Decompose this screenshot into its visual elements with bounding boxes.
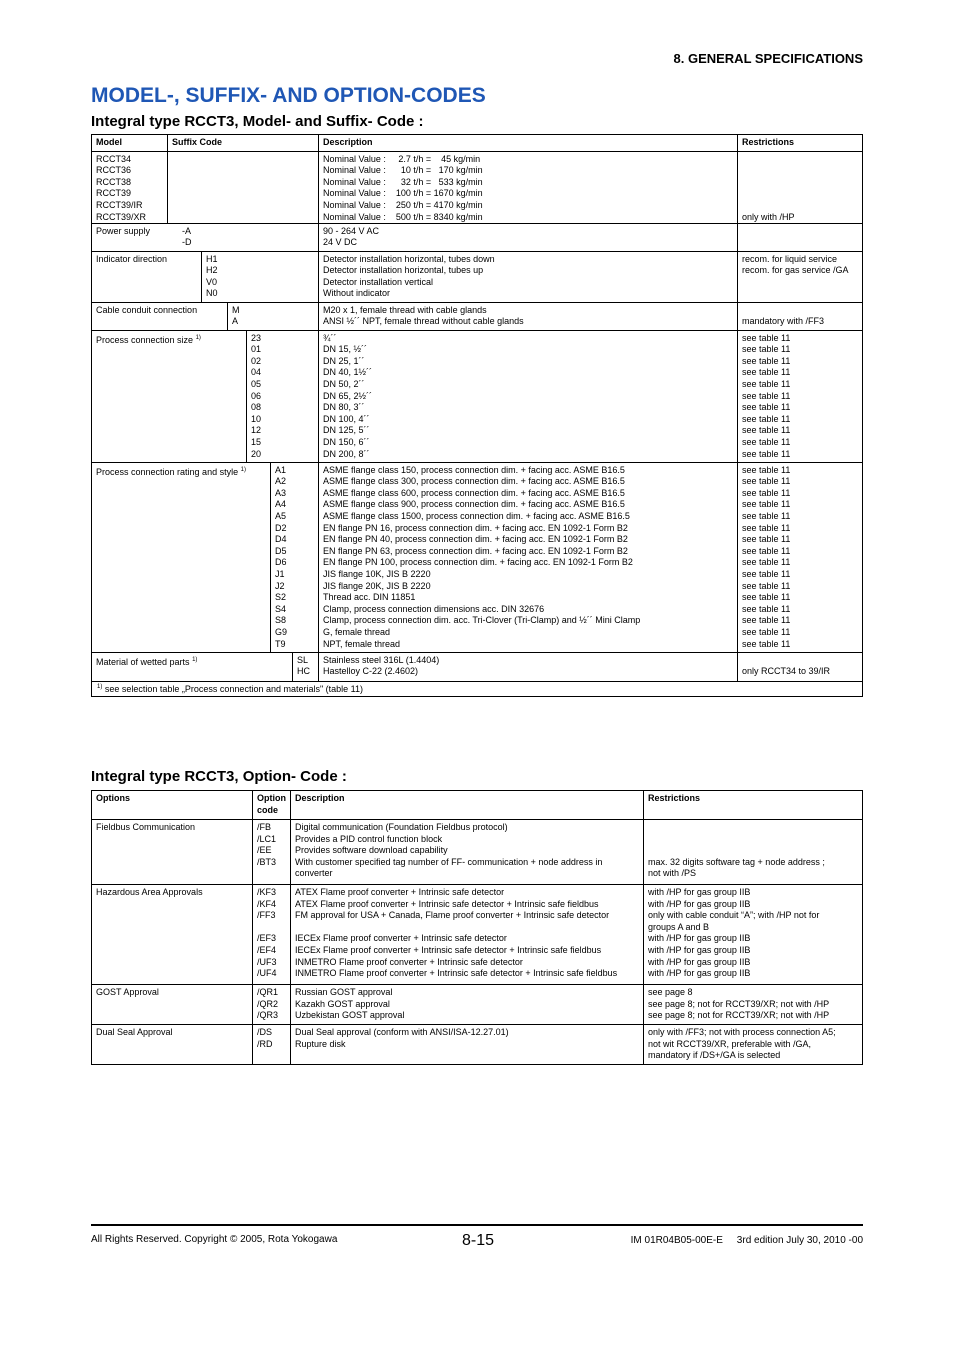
- process-size-description: ¾´´ DN 15, ½´´ DN 25, 1´´ DN 40, 1½´´ DN 50, 2´´ DN 65, 2½´´ DN 80, 3´´ DN 100, 4´´ DN 125, 5´´ DN 150, 6´´ DN 200, 8´´: [318, 331, 737, 462]
- option-code-table: [91, 790, 863, 1065]
- col-description: Description: [290, 791, 643, 819]
- material-row: [92, 652, 862, 681]
- process-rating-restrictions: see table 11 see table 11 see table 11 see table 11 see table 11 see table 11 see table 11 see table 11 see table 11 see table 11 see table 11 see table 11 see table 11 see table 11 see table 11 see table 11: [737, 463, 862, 652]
- page-number: 8-15: [462, 1232, 495, 1249]
- indicator-row: [92, 251, 862, 302]
- footer-document-id: IM 01R04B05-00E-E 3rd edition July 30, 2010 -00: [630, 1235, 863, 1246]
- footnote-mark: 1): [97, 683, 103, 690]
- indicator-description: Detector installation horizontal, tubes down Detector installation horizontal, tubes up Detector installation vertical Without indicator: [318, 252, 737, 302]
- footer-copyright: All Rights Reserved. Copyright © 2005, Rota Yokogawa: [91, 1234, 338, 1245]
- col-options: Options: [96, 793, 130, 803]
- table-header-row: [92, 135, 862, 151]
- material-restrictions: only RCCT34 to 39/IR: [737, 653, 862, 681]
- table-row: [92, 984, 862, 1024]
- material-codes: SL HC: [292, 653, 318, 681]
- col-option-code: Option code: [252, 791, 290, 819]
- option-label: Dual Seal Approval: [96, 1027, 173, 1037]
- option-description: ATEX Flame proof converter + Intrinsic safe detector ATEX Flame proof converter + Intrinsic safe detector + Intrinsic safe fieldbus FM approval for USA + Canada, Flame proof converter + Intrinsic safe detector IECEx Flame proof converter + Intrinsic safe detector IECEx Flame proof converter + Intrinsic safe detector + Intrinsic safe fieldbus INMETRO Flame proof converter + Intrinsic safe detector INMETRO Flame proof converter + Intrinsic safe detector + Intrinsic safe fieldbus: [290, 885, 643, 984]
- col-description: Description: [318, 135, 737, 151]
- model-restrictions: only with /HP: [737, 152, 862, 223]
- suffix-empty: [167, 152, 318, 223]
- footnote: [92, 682, 368, 696]
- section-header: 8. GENERAL SPECIFICATIONS: [673, 51, 863, 66]
- footnote-text: see selection table „Process connection and materials" (table 11): [104, 683, 364, 694]
- process-rating-row: [92, 462, 862, 652]
- process-rating-label-cell: [92, 463, 270, 652]
- col-suffix: Suffix Code: [167, 135, 318, 151]
- power-supply-codes: -A -D: [182, 225, 192, 248]
- cable-codes: M A: [227, 303, 318, 330]
- col-restrictions: Restrictions: [737, 135, 862, 151]
- indicator-label: Indicator direction: [96, 253, 168, 264]
- cable-row: [92, 302, 862, 330]
- process-size-codes: 23 01 02 04 05 06 08 10 12 15 20: [246, 331, 318, 462]
- cable-restrictions: mandatory with /FF3: [737, 303, 862, 330]
- option-label: Hazardous Area Approvals: [96, 887, 203, 897]
- page-title: MODEL-, SUFFIX- AND OPTION-CODES: [91, 84, 486, 107]
- option-table-heading: Integral type RCCT3, Option- Code :: [91, 768, 347, 785]
- col-model: Model: [96, 137, 122, 147]
- col-restrictions: Restrictions: [643, 791, 862, 819]
- material-label: Material of wetted parts: [96, 656, 190, 667]
- footnote-mark: 1): [240, 466, 246, 473]
- footnote-mark: 1): [195, 334, 201, 341]
- table-row: [92, 819, 862, 884]
- option-restrictions: with /HP for gas group IIB with /HP for gas group IIB only with cable conduit “A”; with /HP not for groups A and B with /HP for gas group IIB with /HP for gas group IIB with /HP for gas group IIB with /HP for gas group IIB: [643, 885, 862, 984]
- table-row: [92, 884, 862, 984]
- power-supply-row: [92, 223, 862, 251]
- process-rating-description: ASME flange class 150, process connection dim. + facing acc. ASME B16.5 ASME flange class 300, process connection dim. + facing acc. ASME B16.5 ASME flange class 600, process connection dim. + facing acc. ASME B16.5 ASME flange class 900, process connection dim. + facing acc. ASME B16.5 ASME flange class 1500, process connection dim. + facing acc. ASME B16.5 EN flange PN 16, process connection dim. + facing acc. EN 1092-1 Form B2 EN flange PN 40, process connection dim. + facing acc. EN 1092-1 Form B2 EN flange PN 63, process connection dim. + facing acc. EN 1092-1 Form B2 EN flange PN 100, process connection dim. + facing acc. EN 1092-1 Form B2 JIS flange 10K, JIS B 2220 JIS flange 20K, JIS B 2220 Thread acc. DIN 11851 Clamp, process connection dimensions acc. DIN 32676 Clamp, process connection dim. acc. Tri-Clover (Tri-Clamp) and ½´´ Mini Clamp G, female thread NPT, female thread: [318, 463, 737, 652]
- model-suffix-table: [91, 134, 863, 697]
- process-rating-label: Process connection rating and style: [96, 466, 239, 477]
- footnote-mark: 1): [192, 656, 198, 663]
- cable-label: Cable conduit connection: [96, 304, 198, 315]
- material-description: Stainless steel 316L (1.4404) Hastelloy C-22 (2.4602): [318, 653, 737, 681]
- table-row: [92, 1024, 862, 1064]
- table-header-row: [92, 791, 862, 819]
- process-size-row: [92, 330, 862, 462]
- option-codes: /QR1 /QR2 /QR3: [252, 985, 290, 1024]
- indicator-restrictions: recom. for liquid service recom. for gas service /GA: [737, 252, 862, 302]
- material-label-cell: [92, 653, 292, 681]
- power-supply-restrictions: [737, 224, 862, 251]
- option-codes: /KF3 /KF4 /FF3 /EF3 /EF4 /UF3 /UF4: [252, 885, 290, 984]
- footer-divider: [91, 1224, 863, 1226]
- indicator-codes: H1 H2 V0 N0: [201, 252, 318, 302]
- option-codes: /FB /LC1 /EE /BT3: [252, 820, 290, 884]
- footnote-row: [92, 681, 862, 696]
- process-size-restrictions: see table 11 see table 11 see table 11 see table 11 see table 11 see table 11 see table 11 see table 11 see table 11 see table 11 see table 11: [737, 331, 862, 462]
- option-label: GOST Approval: [96, 987, 159, 997]
- option-restrictions: max. 32 digits software tag + node address ; not with /PS: [643, 820, 862, 884]
- model-description: Nominal Value : 2.7 t/h = 45 kg/min Nominal Value : 10 t/h = 170 kg/min Nominal Value : 32 t/h = 533 kg/min Nominal Value : 100 t/h = 1670 kg/min Nominal Value : 250 t/h = 4170 kg/min Nominal Value : 500 t/h = 8340 kg/min: [318, 152, 737, 223]
- process-size-label-cell: [92, 331, 246, 462]
- model-row: [92, 151, 862, 223]
- option-restrictions: only with /FF3; not with process connection A5; not wit RCCT39/XR, preferable with /GA, mandatory if /DS+/GA is selected: [643, 1025, 862, 1064]
- process-size-label: Process connection size: [96, 334, 194, 345]
- power-supply-description: 90 - 264 V AC 24 V DC: [318, 224, 737, 251]
- option-description: Russian GOST approval Kazakh GOST approval Uzbekistan GOST approval: [290, 985, 643, 1024]
- option-restrictions: see page 8 see page 8; not for RCCT39/XR; not with /HP see page 8; not for RCCT39/XR; not with /HP: [643, 985, 862, 1024]
- option-description: Digital communication (Foundation Fieldbus protocol) Provides a PID control function block Provides software download capability With customer specified tag number of FF- communication + node address in converter: [290, 820, 643, 884]
- cable-description: M20 x 1, female thread with cable glands ANSI ½´´ NPT, female thread without cable glands: [318, 303, 737, 330]
- model-table-heading: Integral type RCCT3, Model- and Suffix- Code :: [91, 113, 424, 130]
- model-codes: RCCT34 RCCT36 RCCT38 RCCT39 RCCT39/IR RCCT39/XR: [96, 153, 147, 222]
- power-supply-label: Power supply: [96, 225, 151, 236]
- option-codes: /DS /RD: [252, 1025, 290, 1064]
- process-rating-codes: A1 A2 A3 A4 A5 D2 D4 D5 D6 J1 J2 S2 S4 S8 G9 T9: [270, 463, 318, 652]
- option-description: Dual Seal approval (conform with ANSI/ISA-12.27.01) Rupture disk: [290, 1025, 643, 1064]
- option-label: Fieldbus Communication: [96, 822, 196, 832]
